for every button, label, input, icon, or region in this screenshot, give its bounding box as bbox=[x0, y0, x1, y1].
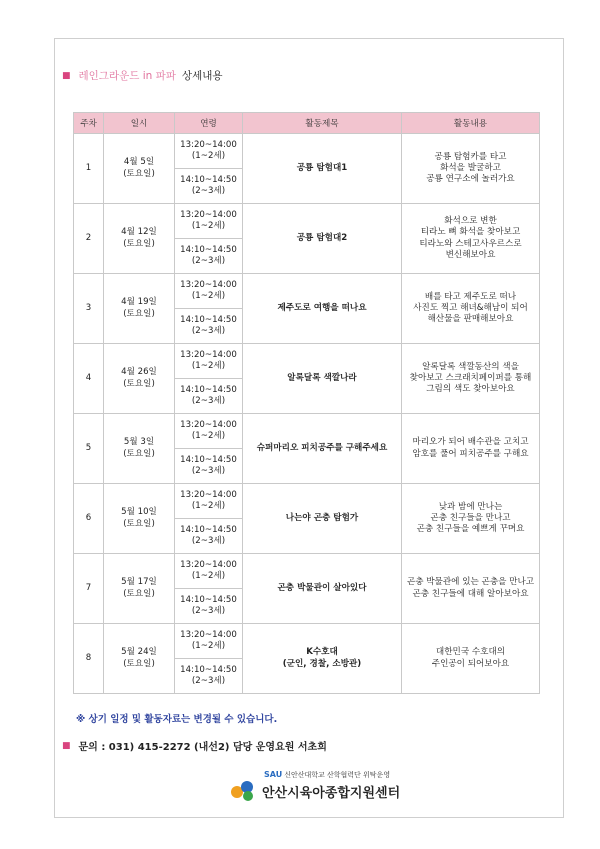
slot-time: 14:10~14:50 bbox=[180, 314, 237, 325]
activity-title-cell bbox=[243, 344, 402, 414]
square-bullet-icon: ■ bbox=[62, 740, 71, 751]
date-cell bbox=[104, 134, 175, 204]
slot-age: (1~2세) bbox=[191, 641, 226, 651]
slot-age: (1~2세) bbox=[191, 571, 226, 581]
week-cell: 8 bbox=[74, 624, 104, 694]
time-slot-2 bbox=[175, 589, 243, 624]
slot-age: (2~3세) bbox=[191, 396, 226, 406]
activity-content-cell bbox=[402, 274, 540, 344]
activity-content-line: 암호를 풀어 피치공주를 구해요 bbox=[412, 448, 529, 459]
slot-time: 14:10~14:50 bbox=[180, 594, 237, 605]
activity-title-cell bbox=[243, 414, 402, 484]
day-text: (토요일) bbox=[123, 588, 155, 599]
table-header-row bbox=[74, 113, 540, 134]
date-cell bbox=[104, 554, 175, 624]
week-cell: 3 bbox=[74, 274, 104, 344]
activity-title: 제주도로 여행을 떠나요 bbox=[277, 302, 367, 313]
activity-content-line: 화석을 발굴하고 bbox=[440, 162, 501, 173]
slot-time: 13:20~14:00 bbox=[180, 139, 237, 150]
activity-title: K수호대 bbox=[306, 647, 338, 658]
activity-content-cell bbox=[402, 484, 540, 554]
time-slot-1 bbox=[175, 414, 243, 449]
activity-content-line: 찾아보고 스크래치페이퍼를 통해 bbox=[409, 372, 532, 383]
activity-content-line: 곤충 친구들을 예쁘게 꾸며요 bbox=[416, 524, 525, 535]
time-slot-2 bbox=[175, 379, 243, 414]
activity-title: 곤충 박물관이 살아있다 bbox=[277, 582, 367, 593]
operator-text bbox=[264, 770, 390, 780]
contact-text: 문의 : 031) 415-2272 (내선2) 담당 운영요원 서초희 bbox=[78, 742, 327, 753]
slot-time: 13:20~14:00 bbox=[180, 419, 237, 430]
slot-time: 14:10~14:50 bbox=[180, 174, 237, 185]
slot-time: 13:20~14:00 bbox=[180, 279, 237, 290]
table-row bbox=[74, 554, 540, 589]
date-cell bbox=[104, 414, 175, 484]
header-age: 연령 bbox=[175, 113, 243, 134]
day-text: (토요일) bbox=[123, 518, 155, 529]
activity-title: 슈퍼마리오 피치공주를 구해주세요 bbox=[256, 442, 388, 453]
activity-content-line: 곤충 친구들에 대해 알아보아요 bbox=[412, 588, 529, 599]
sau-brand: SAU bbox=[264, 770, 283, 779]
date-text: 4월 12일 bbox=[121, 227, 157, 238]
table-row bbox=[74, 414, 540, 449]
date-text: 4월 5일 bbox=[123, 157, 155, 168]
slot-age: (1~2세) bbox=[191, 501, 226, 511]
activity-content-line: 공룡 탐험카를 타고 bbox=[434, 151, 507, 162]
schedule-table bbox=[73, 112, 540, 694]
week-cell: 1 bbox=[74, 134, 104, 204]
slot-time: 14:10~14:50 bbox=[180, 664, 237, 675]
slot-age: (2~3세) bbox=[191, 676, 226, 686]
time-slot-2 bbox=[175, 449, 243, 484]
change-notice: ※ 상기 일정 및 활동자료는 변경될 수 있습니다. bbox=[76, 714, 278, 725]
activity-content-cell bbox=[402, 134, 540, 204]
header-title: 활동제목 bbox=[243, 113, 402, 134]
header-content: 활동내용 bbox=[402, 113, 540, 134]
date-cell bbox=[104, 344, 175, 414]
time-slot-1 bbox=[175, 484, 243, 519]
day-text: (토요일) bbox=[123, 658, 155, 669]
time-slot-1 bbox=[175, 344, 243, 379]
slot-age: (1~2세) bbox=[191, 361, 226, 371]
activity-title: 나는야 곤충 탐험가 bbox=[285, 512, 359, 523]
slot-age: (2~3세) bbox=[191, 186, 226, 196]
slot-age: (1~2세) bbox=[191, 431, 226, 441]
activity-title-cell bbox=[243, 204, 402, 274]
square-bullet-icon: ■ bbox=[62, 70, 71, 81]
time-slot-1 bbox=[175, 274, 243, 309]
date-text: 4월 26일 bbox=[121, 367, 157, 378]
time-slot-2 bbox=[175, 659, 243, 694]
slot-time: 14:10~14:50 bbox=[180, 454, 237, 465]
table-row bbox=[74, 484, 540, 519]
date-text: 5월 24일 bbox=[121, 647, 157, 658]
activity-content-line: 티라노와 스테고사우르스로 bbox=[419, 238, 522, 249]
slot-time: 13:20~14:00 bbox=[180, 629, 237, 640]
week-cell: 4 bbox=[74, 344, 104, 414]
week-cell: 6 bbox=[74, 484, 104, 554]
activity-content-line: 대한민국 수호대의 bbox=[435, 647, 506, 658]
slot-time: 13:20~14:00 bbox=[180, 349, 237, 360]
activity-title-cell bbox=[243, 134, 402, 204]
center-logo-icon bbox=[230, 778, 256, 802]
date-cell bbox=[104, 624, 175, 694]
slot-age: (2~3세) bbox=[191, 606, 226, 616]
activity-content-line: 화석으로 변한 bbox=[444, 216, 497, 227]
activity-title: 알록달록 색깔나라 bbox=[287, 372, 357, 383]
header-date: 일시 bbox=[104, 113, 175, 134]
time-slot-1 bbox=[175, 204, 243, 239]
slot-age: (1~2세) bbox=[191, 291, 226, 301]
day-text: (토요일) bbox=[123, 308, 155, 319]
activity-content-cell bbox=[402, 204, 540, 274]
center-name: 안산시육아종합지원센터 bbox=[262, 786, 401, 801]
slot-age: (2~3세) bbox=[191, 466, 226, 476]
activity-content-line: 배를 타고 제주도로 떠나 bbox=[424, 291, 517, 302]
activity-title: 공룡 탐험대2 bbox=[296, 232, 348, 243]
activity-content-line: 사진도 찍고 해녀&해남이 되어 bbox=[413, 302, 528, 313]
footer-logo bbox=[230, 770, 430, 804]
activity-content-line: 주인공이 되어보아요 bbox=[431, 658, 510, 669]
time-slot-2 bbox=[175, 309, 243, 344]
activity-content-line: 낮과 밤에 만나는 bbox=[438, 501, 503, 512]
week-cell: 7 bbox=[74, 554, 104, 624]
slot-age: (2~3세) bbox=[191, 256, 226, 266]
day-text: (토요일) bbox=[123, 238, 155, 249]
contact-line bbox=[62, 738, 327, 753]
slot-time: 14:10~14:50 bbox=[180, 384, 237, 395]
time-slot-1 bbox=[175, 554, 243, 589]
activity-content-line: 티라노 뼈 화석을 찾아보고 bbox=[420, 227, 521, 238]
slot-time: 14:10~14:50 bbox=[180, 244, 237, 255]
section-heading bbox=[62, 68, 223, 83]
slot-time: 14:10~14:50 bbox=[180, 524, 237, 535]
time-slot-2 bbox=[175, 239, 243, 274]
slot-time: 13:20~14:00 bbox=[180, 489, 237, 500]
date-cell bbox=[104, 274, 175, 344]
activity-title-sub: (군인, 경찰, 소방관) bbox=[282, 658, 362, 669]
slot-age: (1~2세) bbox=[191, 221, 226, 231]
table-row bbox=[74, 134, 540, 169]
day-text: (토요일) bbox=[123, 378, 155, 389]
day-text: (토요일) bbox=[123, 448, 155, 459]
table-row bbox=[74, 204, 540, 239]
activity-title-cell bbox=[243, 274, 402, 344]
activity-content-line: 그림의 색도 찾아보아요 bbox=[426, 384, 515, 395]
activity-content-cell bbox=[402, 554, 540, 624]
activity-content-cell bbox=[402, 414, 540, 484]
activity-content-line: 변신해보아요 bbox=[445, 249, 496, 260]
date-text: 5월 17일 bbox=[121, 577, 157, 588]
slot-time: 13:20~14:00 bbox=[180, 559, 237, 570]
activity-content-line: 해산물을 판매해보아요 bbox=[427, 314, 514, 325]
activity-title-cell bbox=[243, 484, 402, 554]
week-cell: 2 bbox=[74, 204, 104, 274]
week-cell: 5 bbox=[74, 414, 104, 484]
slot-age: (2~3세) bbox=[191, 326, 226, 336]
activity-title-cell bbox=[243, 624, 402, 694]
date-cell bbox=[104, 484, 175, 554]
activity-content-cell bbox=[402, 624, 540, 694]
header-week: 주차 bbox=[74, 113, 104, 134]
activity-content-line: 곤충 친구들을 만나고 bbox=[430, 512, 511, 523]
activity-title: 공룡 탐험대1 bbox=[296, 162, 348, 173]
slot-age: (2~3세) bbox=[191, 536, 226, 546]
time-slot-1 bbox=[175, 624, 243, 659]
date-text: 5월 10일 bbox=[121, 507, 157, 518]
table-row bbox=[74, 624, 540, 659]
activity-content-line: 마리오가 되어 배수관을 고치고 bbox=[412, 437, 529, 448]
slot-age: (1~2세) bbox=[191, 151, 226, 161]
date-cell bbox=[104, 204, 175, 274]
operator-sub: 신안산대학교 산학협력단 위탁운영 bbox=[284, 771, 391, 779]
activity-title-cell bbox=[243, 554, 402, 624]
time-slot-2 bbox=[175, 519, 243, 554]
table-row bbox=[74, 344, 540, 379]
activity-content-cell bbox=[402, 344, 540, 414]
day-text: (토요일) bbox=[123, 168, 155, 179]
time-slot-2 bbox=[175, 169, 243, 204]
time-slot-1 bbox=[175, 134, 243, 169]
slot-time: 13:20~14:00 bbox=[180, 209, 237, 220]
date-text: 4월 19일 bbox=[121, 297, 157, 308]
date-text: 5월 3일 bbox=[123, 437, 155, 448]
activity-content-line: 곤충 박물관에 있는 곤충을 만나고 bbox=[406, 577, 535, 588]
table-row bbox=[74, 274, 540, 309]
heading-title: 상세내용 bbox=[181, 70, 223, 82]
activity-content-line: 공룡 연구소에 놀러가요 bbox=[426, 174, 515, 185]
heading-prefix: 레인그라운드 in 파파 bbox=[78, 70, 176, 82]
activity-content-line: 알록달록 색깔동산의 색을 bbox=[422, 361, 519, 372]
